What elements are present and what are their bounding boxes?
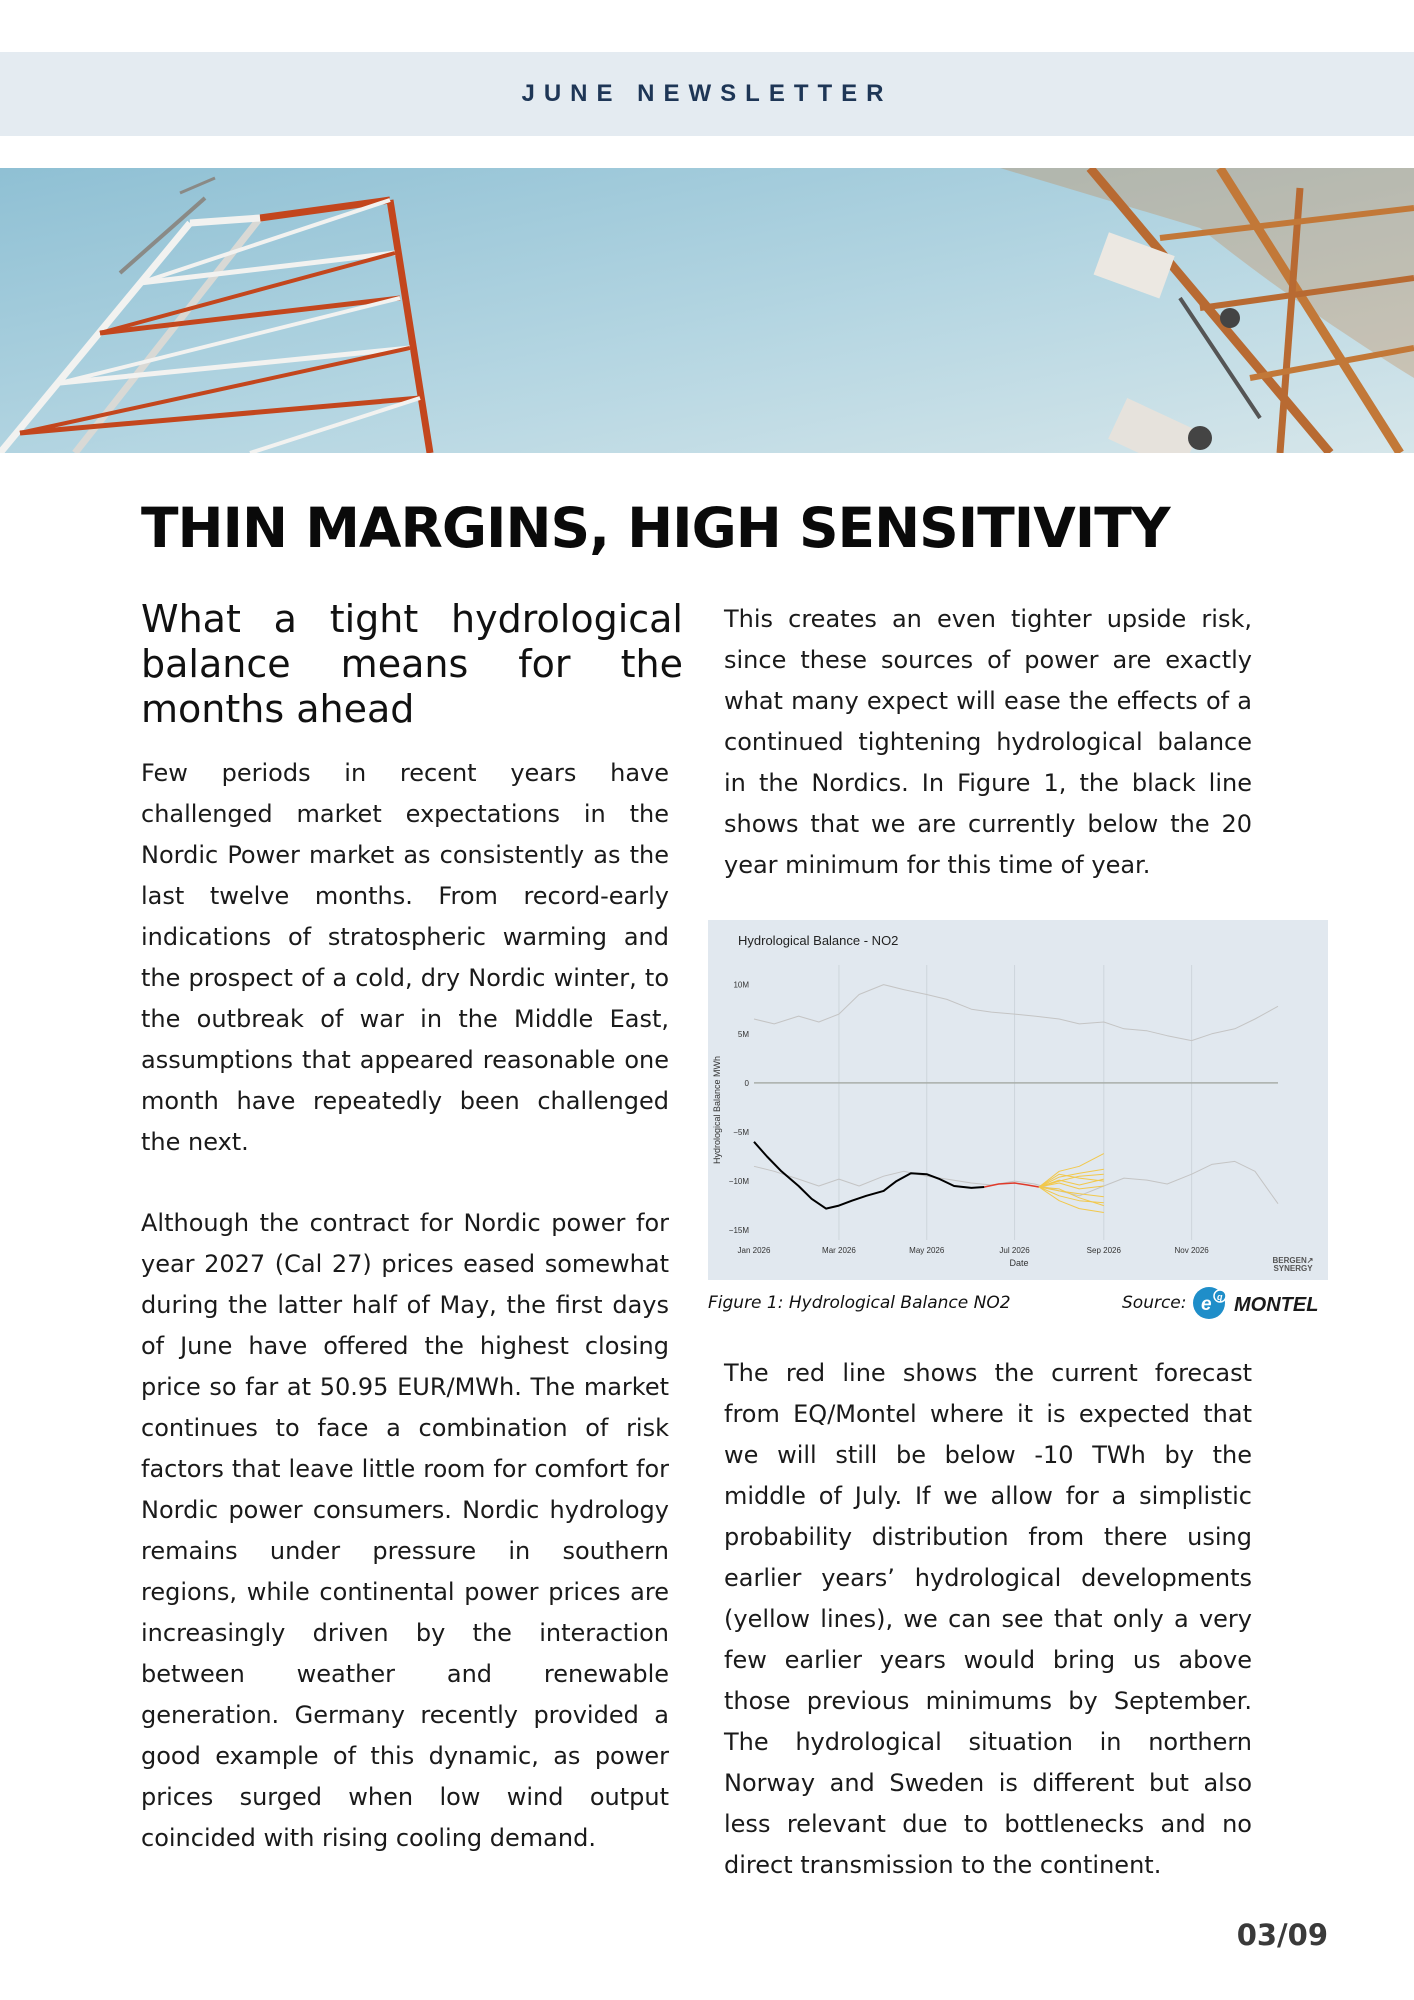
chart-x-tick-label: Sep 2026 (1086, 1246, 1121, 1255)
svg-text:q: q (1217, 1292, 1223, 1302)
paragraph-4: The red line shows the current forecast from EQ/Montel where it is expected that we will still be below -10 TWh by the middle of July. If we allow for a simplistic probability distribution from there using earlier years’ hydrological developments (yellow lines), we can see that only a very few earlier years would bring us above those previous minimums by September. The hydrological situation in northern Norway and Sweden is different but also less relevant due to bottlenecks and no direct transmission to the continent. (724, 1359, 1252, 1879)
chart-y-tick-label: −5M (733, 1127, 749, 1137)
chart-y-tick-label: 10M (733, 980, 749, 990)
chart-y-tick-label: −15M (728, 1226, 749, 1236)
montel-logo-text: MONTEL (1234, 1294, 1319, 1316)
chart-series-line-0 (754, 985, 1278, 1041)
chart-x-tick-label: Jan 2026 (737, 1246, 771, 1255)
chart-canvas (708, 920, 1328, 1280)
paragraph-1: Few periods in recent years have challenged market expectations in the Nordic Power market as consistently as the last twelve months. From record-early indications of stratospheric warming and the prospect of a cold, dry Nordic winter, to the outbreak of war in the Middle East, assumptions that appeared reasonable one month have repeatedly been challenged the next. (141, 759, 669, 1156)
watermark-line-1: BERGEN↗ (1272, 1256, 1314, 1265)
chart-y-tick-label: −10M (728, 1177, 749, 1187)
hero-image (0, 168, 1414, 453)
article-title: THIN MARGINS, HIGH SENSITIVITY (141, 496, 1170, 560)
hydrological-balance-chart (708, 920, 1328, 1280)
figure-caption: Figure 1: Hydrological Balance NO2 (708, 1293, 1011, 1313)
chart-y-tick-label: 0 (744, 1078, 749, 1088)
chart-x-tick-label: Nov 2026 (1174, 1246, 1209, 1255)
chart-y-axis-label: Hydrological Balance MWh (712, 1055, 722, 1165)
eq-montel-logo-icon (1192, 1286, 1328, 1320)
paragraph-2: Although the contract for Nordic power for year 2027 (Cal 27) prices eased somewhat during the latter half of May, the first days of June have offered the highest closing price so far at 50.95 EUR/MWh. The market continues to face a combination of risk factors that leave little room for comfort for Nordic power consumers. Nordic hydrology remains under pressure in southern regions, while continental power prices are increasingly driven by the interaction between weather and renewable generation. Germany recently provided a good example of this dynamic, as power prices surged when low wind output coincided with rising cooling demand. (141, 1209, 669, 1852)
chart-y-tick-label: 5M (737, 1029, 749, 1039)
chart-x-tick-label: Mar 2026 (822, 1246, 856, 1255)
figure-caption-row (708, 1286, 1328, 1320)
article-subtitle: What a tight hydrological balance means for the months ahead (141, 597, 683, 731)
watermark-line-2: SYNERGY (1273, 1264, 1313, 1273)
chart-series-line-2 (754, 1142, 984, 1209)
chart-series-line-8 (1039, 1187, 1104, 1197)
svg-text:e: e (1201, 1294, 1212, 1315)
paragraph-3: This creates an even tighter upside risk, since these sources of power are exactly what many expect will ease the effects of a continued tightening hydrological balance in the Nordics. In Figure 1, the black line shows that we are currently below the 20 year minimum for this time of year. (724, 605, 1252, 879)
chart-x-tick-label: Jul 2026 (999, 1246, 1030, 1255)
chart-title: Hydrological Balance - NO2 (738, 933, 899, 948)
header-band (0, 52, 1414, 136)
chart-x-axis-label: Date (1009, 1258, 1029, 1268)
newsletter-label: JUNE NEWSLETTER (521, 80, 893, 107)
source-label: Source: (1122, 1293, 1187, 1313)
page-number: 03/09 (1236, 1918, 1328, 1952)
chart-x-tick-label: May 2026 (909, 1246, 945, 1255)
